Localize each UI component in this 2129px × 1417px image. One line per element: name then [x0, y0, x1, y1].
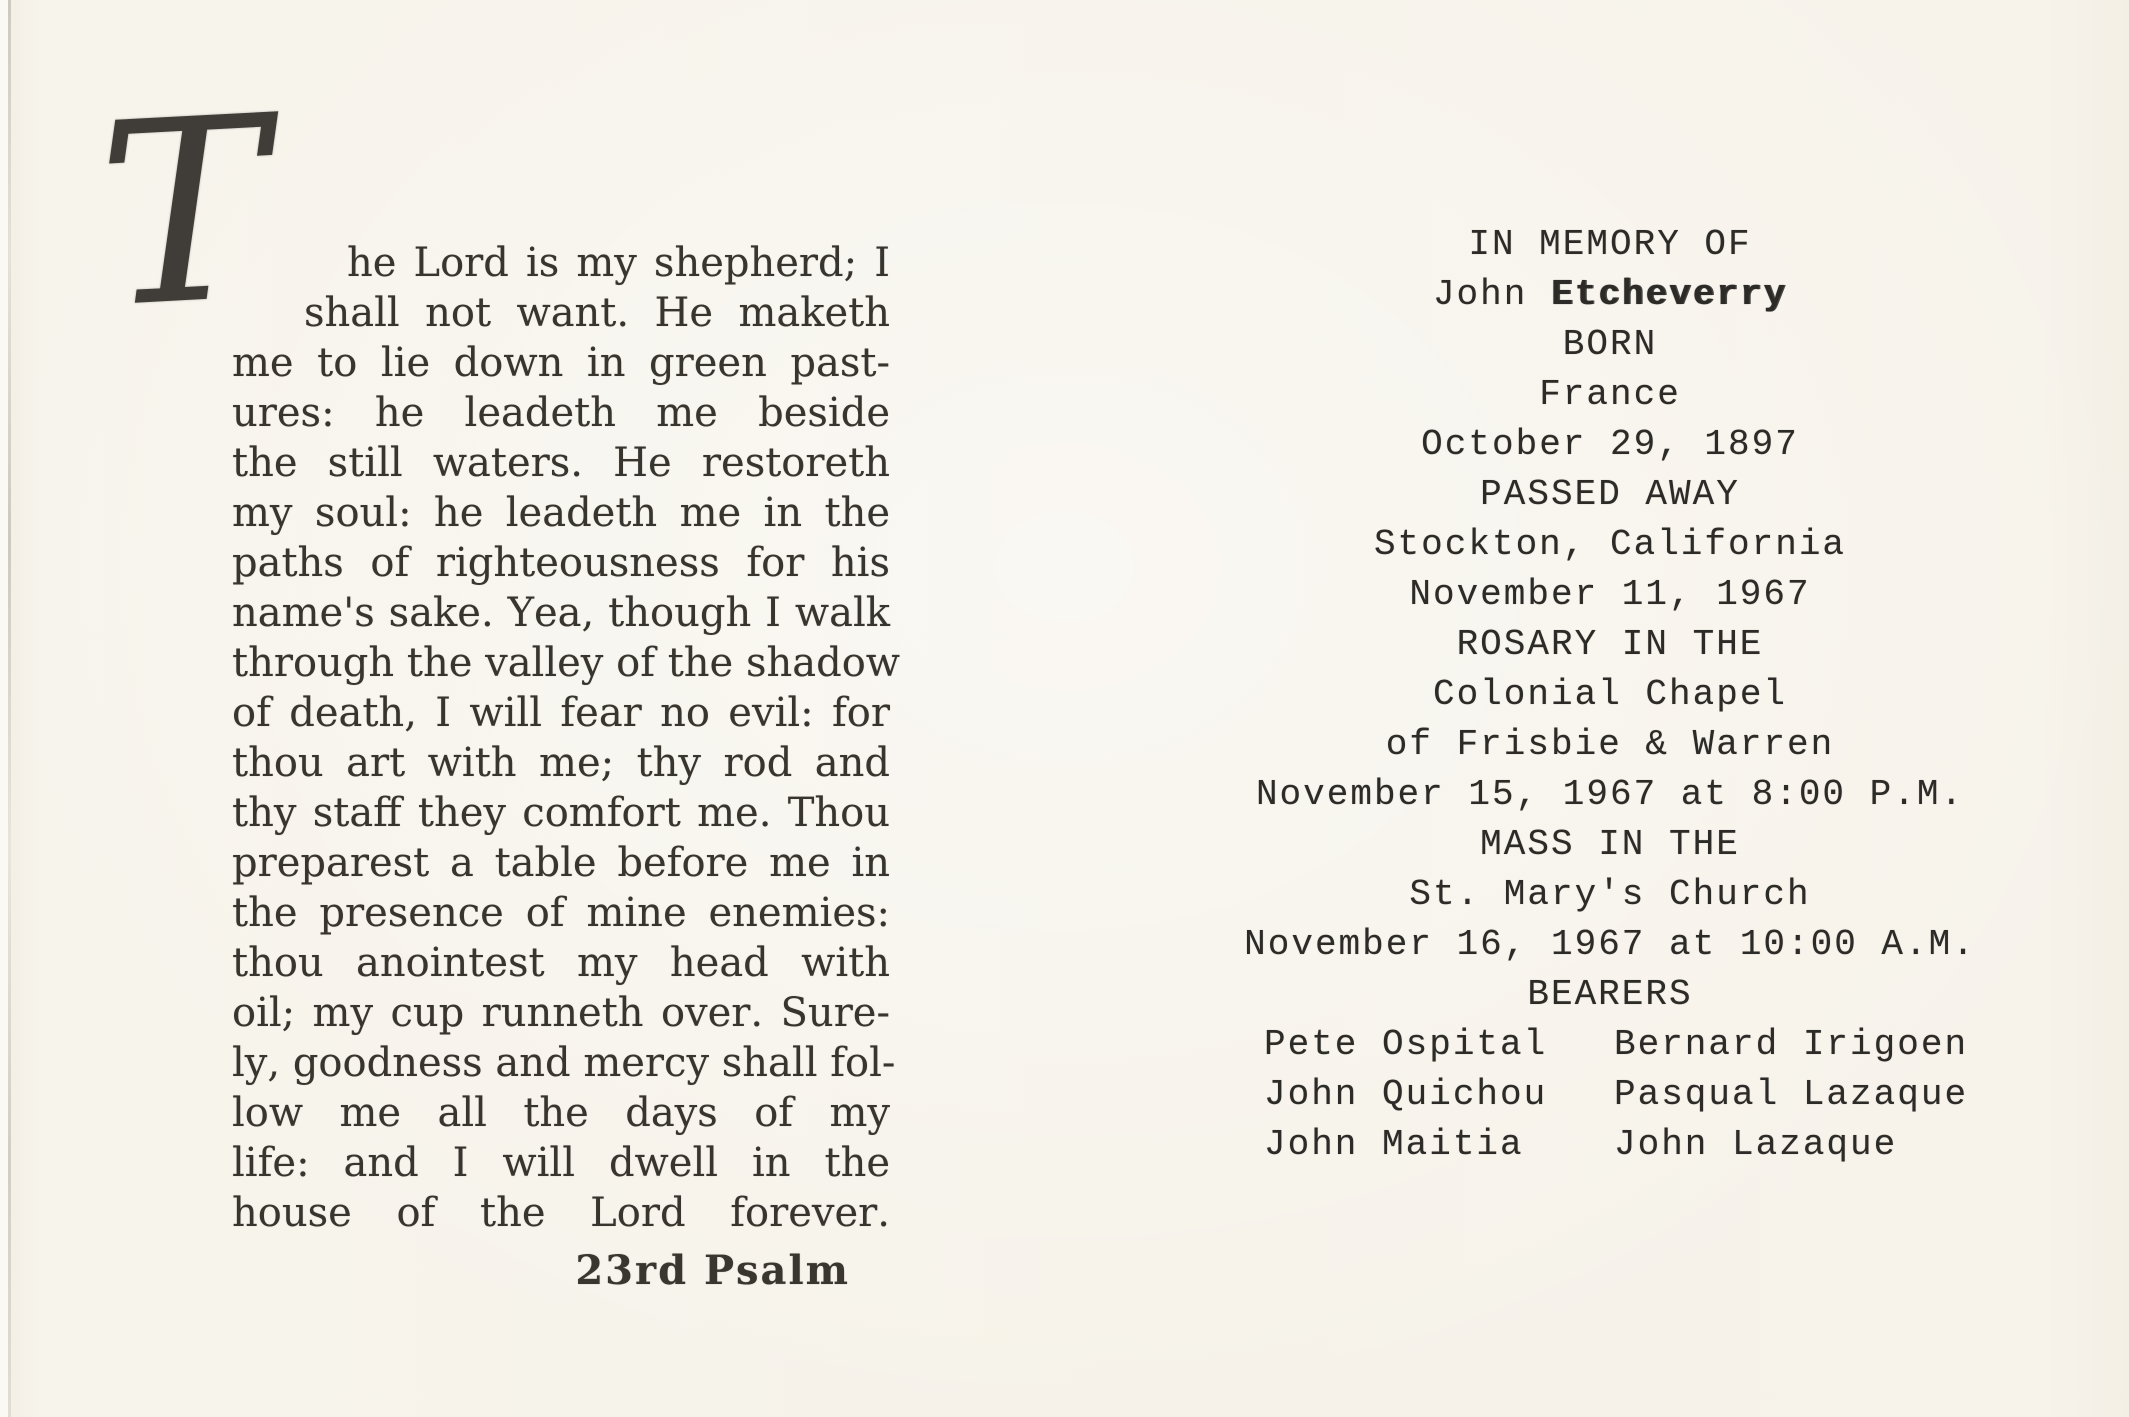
bearer-name: Pasqual Lazaque: [1614, 1074, 1969, 1115]
memorial-name-space: [1527, 274, 1551, 315]
psalm-line: the still waters. He restoreth: [232, 440, 890, 486]
psalm-line: me to lie down in green past-: [232, 340, 890, 386]
memorial-name-line: [1225, 270, 1995, 320]
psalm-line: he Lord is my shepherd; I: [347, 240, 890, 286]
bearer-name: John Lazaque: [1614, 1124, 1898, 1165]
psalm-attribution: 23rd Psalm: [575, 1247, 850, 1294]
memorial-name-first: John: [1432, 274, 1528, 315]
memorial-passed-label: PASSED AWAY: [1480, 474, 1740, 515]
bearer-row: [1225, 1020, 1995, 1070]
psalm-line: preparest a table before me in: [232, 840, 890, 886]
psalm-line: thou anointest my head with: [232, 940, 890, 986]
memorial-mass-label: MASS IN THE: [1480, 824, 1740, 865]
psalm-line: of death, I will fear no evil: for: [232, 690, 890, 736]
psalm-line: ures: he leadeth me beside: [232, 390, 890, 436]
psalm-line: name's sake. Yea, though I walk: [232, 590, 890, 636]
memorial-header: IN MEMORY OF: [1468, 224, 1752, 265]
psalm-line: house of the Lord forever.: [232, 1190, 890, 1236]
memorial-death-date: November 11, 1967: [1409, 574, 1811, 615]
bearer-row: [1225, 1070, 1995, 1120]
memorial-rosary-place2: of Frisbie & Warren: [1385, 724, 1835, 765]
memorial-page: [1225, 220, 1995, 1170]
memorial-rosary-place: Colonial Chapel: [1432, 674, 1788, 715]
memorial-name-last: Etcheverry: [1550, 274, 1788, 315]
psalm-line: thou art with me; thy rod and: [232, 740, 890, 786]
memorial-rosary-label: ROSARY IN THE: [1456, 624, 1764, 665]
psalm-line: oil; my cup runneth over. Sure-: [232, 990, 890, 1036]
psalm-page: [0, 0, 1020, 1417]
bearer-name: Bernard Irigoen: [1614, 1024, 1969, 1065]
psalm-line: life: and I will dwell in the: [232, 1140, 890, 1186]
memorial-mass-place: St. Mary's Church: [1409, 874, 1811, 915]
bearer-row: [1225, 1120, 1995, 1170]
memorial-birth-date: October 29, 1897: [1421, 424, 1799, 465]
memorial-birth-place: France: [1539, 374, 1681, 415]
psalm-line: low me all the days of my: [232, 1090, 890, 1136]
psalm-drop-cap: T: [92, 62, 276, 365]
psalm-line: the presence of mine enemies:: [232, 890, 890, 936]
psalm-line: my soul: he leadeth me in the: [232, 490, 890, 536]
psalm-line: shall not want. He maketh: [304, 290, 890, 336]
psalm-text-block: [232, 238, 901, 1238]
memorial-death-place: Stockton, California: [1373, 524, 1847, 565]
bearer-name: Pete Ospital: [1264, 1024, 1548, 1065]
bearer-name: John Maitia: [1264, 1124, 1524, 1165]
psalm-line: thy staff they comfort me. Thou: [232, 790, 890, 836]
bearer-name: John Quichou: [1264, 1074, 1548, 1115]
memorial-born-label: BORN: [1562, 324, 1658, 365]
memorial-rosary-date: November 15, 1967 at 8:00 P.M.: [1255, 774, 1965, 815]
psalm-line: through the valley of the shadow: [232, 640, 901, 686]
memorial-bearers-label: BEARERS: [1527, 974, 1693, 1015]
psalm-line: ly, goodness and mercy shall fol-: [232, 1040, 896, 1086]
psalm-line: paths of righteousness for his: [232, 540, 890, 586]
memorial-mass-date: November 16, 1967 at 10:00 A.M.: [1244, 924, 1976, 965]
